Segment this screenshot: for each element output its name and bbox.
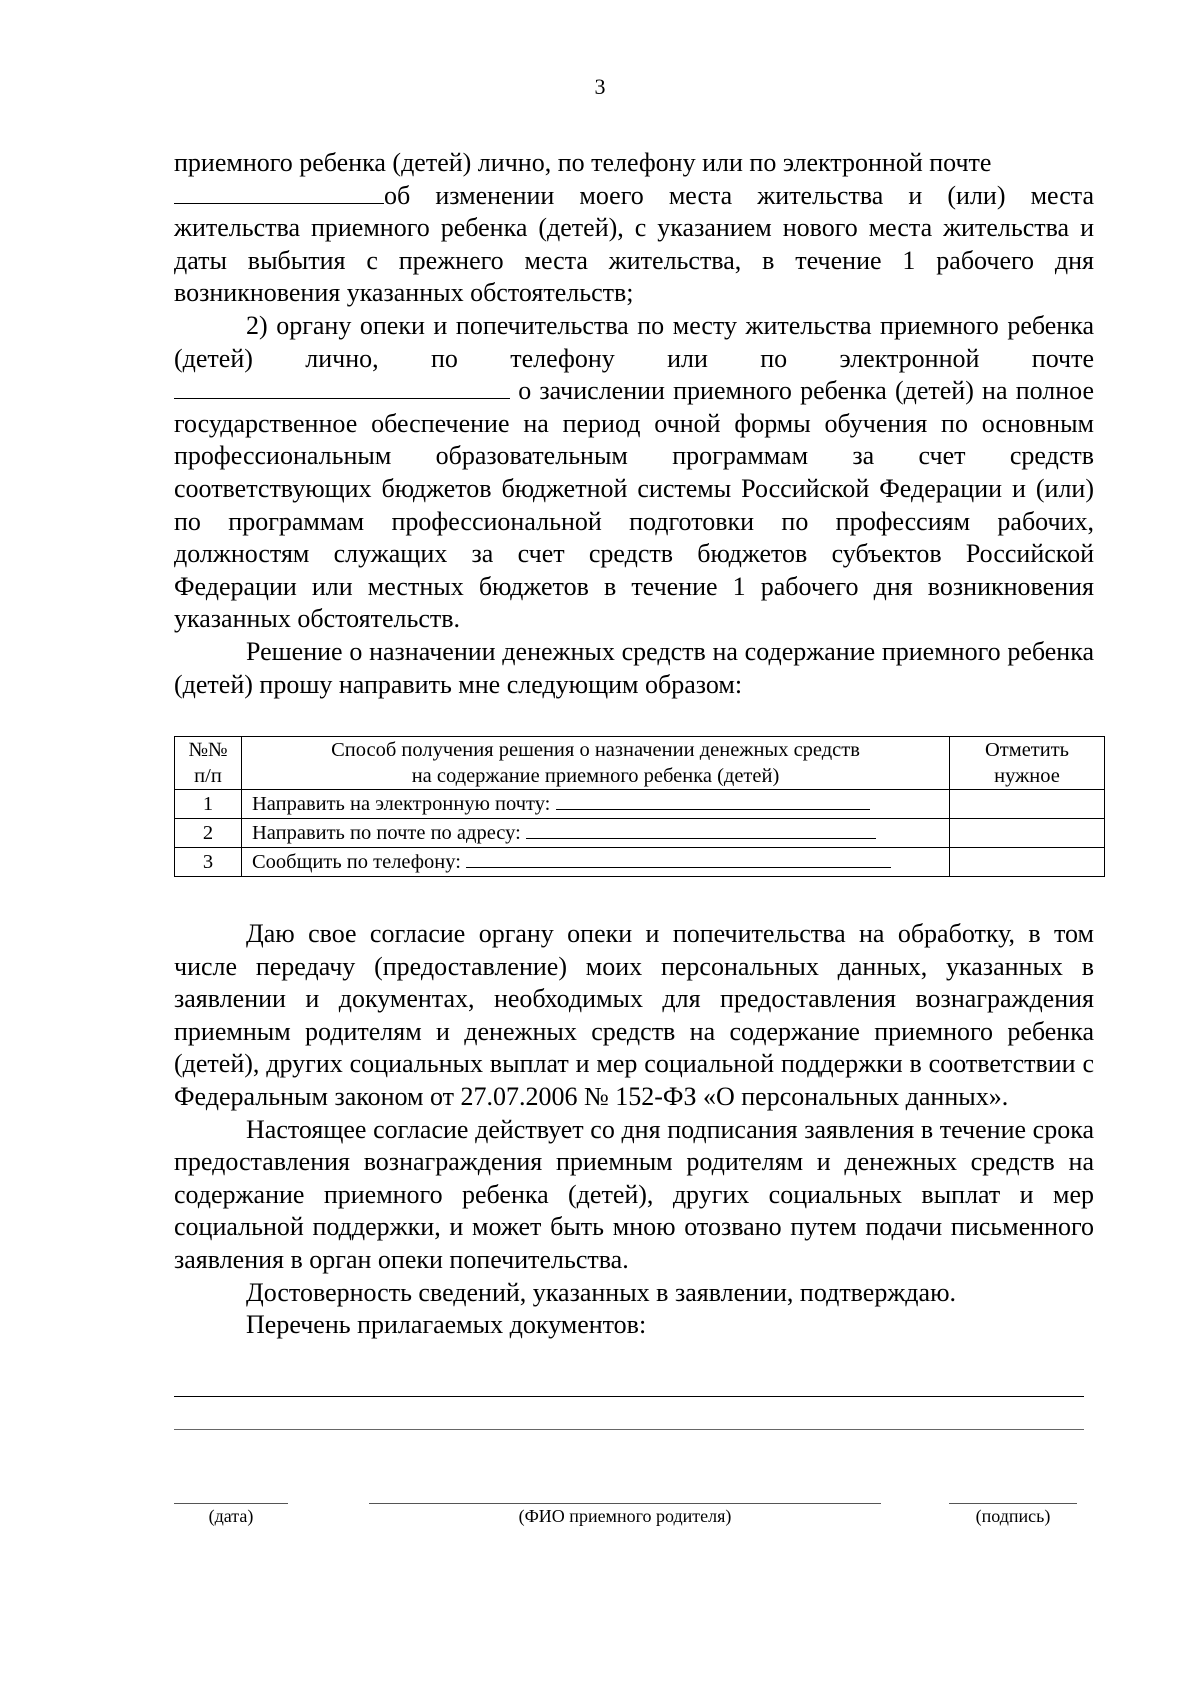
header-num: №№ п/п (175, 737, 242, 790)
row-method: Направить по почте по адресу: (242, 819, 950, 848)
row-number: 1 (175, 790, 242, 819)
paragraph-decision-delivery: Решение о назначении денежных средств на содержание приемного ребенка (детей) прошу направить мне следующим образом: (174, 636, 1094, 699)
paragraph-validity: Настоящее согласие действует со дня подписания заявления в течение срока предоставления вознаграждения приемным родителям и денежных средств на содержание приемного ребенка (детей), других социальных выплат и мер социальной поддержки, и может быть мною отозвано путем подачи письменного заявления в орган опеки попечительства. (174, 1114, 1094, 1274)
table-row (175, 790, 1105, 819)
phone-fill-line[interactable] (466, 849, 891, 868)
paragraph-text: о зачислении приемного ребенка (детей) на полное государственное обеспечение на период очной формы обучения по основным профессиональным образовательным программам за счет средств соответствующих бюджетов бюджетной системы Российской Федерации и (или) по программам профессиональной подготовки по профессиям рабочих, должностям служащих за счет средств бюджетов субъектов Российской Федерации или местных бюджетов в течение 1 рабочего дня возникновения указанных обстоятельств. (174, 376, 1095, 634)
row-method: Направить на электронную почту: (242, 790, 950, 819)
paragraph-notification-residence (174, 147, 1094, 310)
email-fill-line[interactable] (556, 791, 870, 810)
signature-line[interactable] (949, 1503, 1077, 1504)
table-row (175, 819, 1105, 848)
table-row (175, 848, 1105, 877)
row-mark-cell[interactable] (950, 848, 1105, 877)
body-text-top (174, 147, 1094, 701)
paragraph-notification-enrollment (174, 310, 1094, 636)
address-fill-line[interactable] (526, 820, 876, 839)
documents-line-2[interactable] (174, 1429, 1084, 1430)
row-number: 3 (175, 848, 242, 877)
email-blank-line (174, 376, 510, 399)
date-line[interactable] (174, 1503, 288, 1504)
row-number: 2 (175, 819, 242, 848)
header-mark: Отметить нужное (950, 737, 1105, 790)
body-text-bottom (174, 918, 1094, 1342)
documents-list-label: Перечень прилагаемых документов: (246, 1310, 647, 1340)
email-blank-line (174, 181, 384, 204)
paragraph-text: 2) органу опеки и попечительства по месту жительства приемного ребенка (детей) лично, по телефону или по электронной почте (174, 310, 1094, 373)
documents-line-1[interactable] (174, 1396, 1084, 1397)
delivery-method-table (174, 736, 1105, 877)
date-caption: (дата) (208, 1506, 254, 1526)
name-caption: (ФИО приемного родителя) (518, 1506, 732, 1526)
row-method: Сообщить по телефону: (242, 848, 950, 877)
page-number: 3 (594, 74, 606, 99)
paragraph-line: приемного ребенка (детей) лично, по телефону или по электронной почте (174, 148, 992, 177)
row-mark-cell[interactable] (950, 790, 1105, 819)
signature-caption: (подпись) (975, 1506, 1051, 1526)
paragraph-text: об изменении моего места жительства и (или) места жительства приемного ребенка (детей), с указанием нового места жительства и даты выбытия с прежнего места жительства, в течение 1 рабочего дня возникновения указанных обстоятельств; (174, 180, 1094, 308)
header-method: Способ получения решения о назначении денежных средств на содержание приемного ребенка (детей) (242, 737, 950, 790)
paragraph-consent: Даю свое согласие органу опеки и попечительства на обработку, в том числе передачу (предоставление) моих персональных данных, указанных в заявлении и документах, необходимых для предоставления вознаграждения приемным родителям и денежных средств на содержание приемного ребенка (детей), других социальных выплат и мер социальной поддержки в соответствии с Федеральным законом от 27.07.2006 № 152-ФЗ «О персональных данных». (174, 919, 1094, 1111)
table-header-row (175, 737, 1105, 790)
paragraph-reliability: Достоверность сведений, указанных в заявлении, подтверждаю. (246, 1277, 956, 1307)
row-mark-cell[interactable] (950, 819, 1105, 848)
name-line[interactable] (369, 1503, 881, 1504)
